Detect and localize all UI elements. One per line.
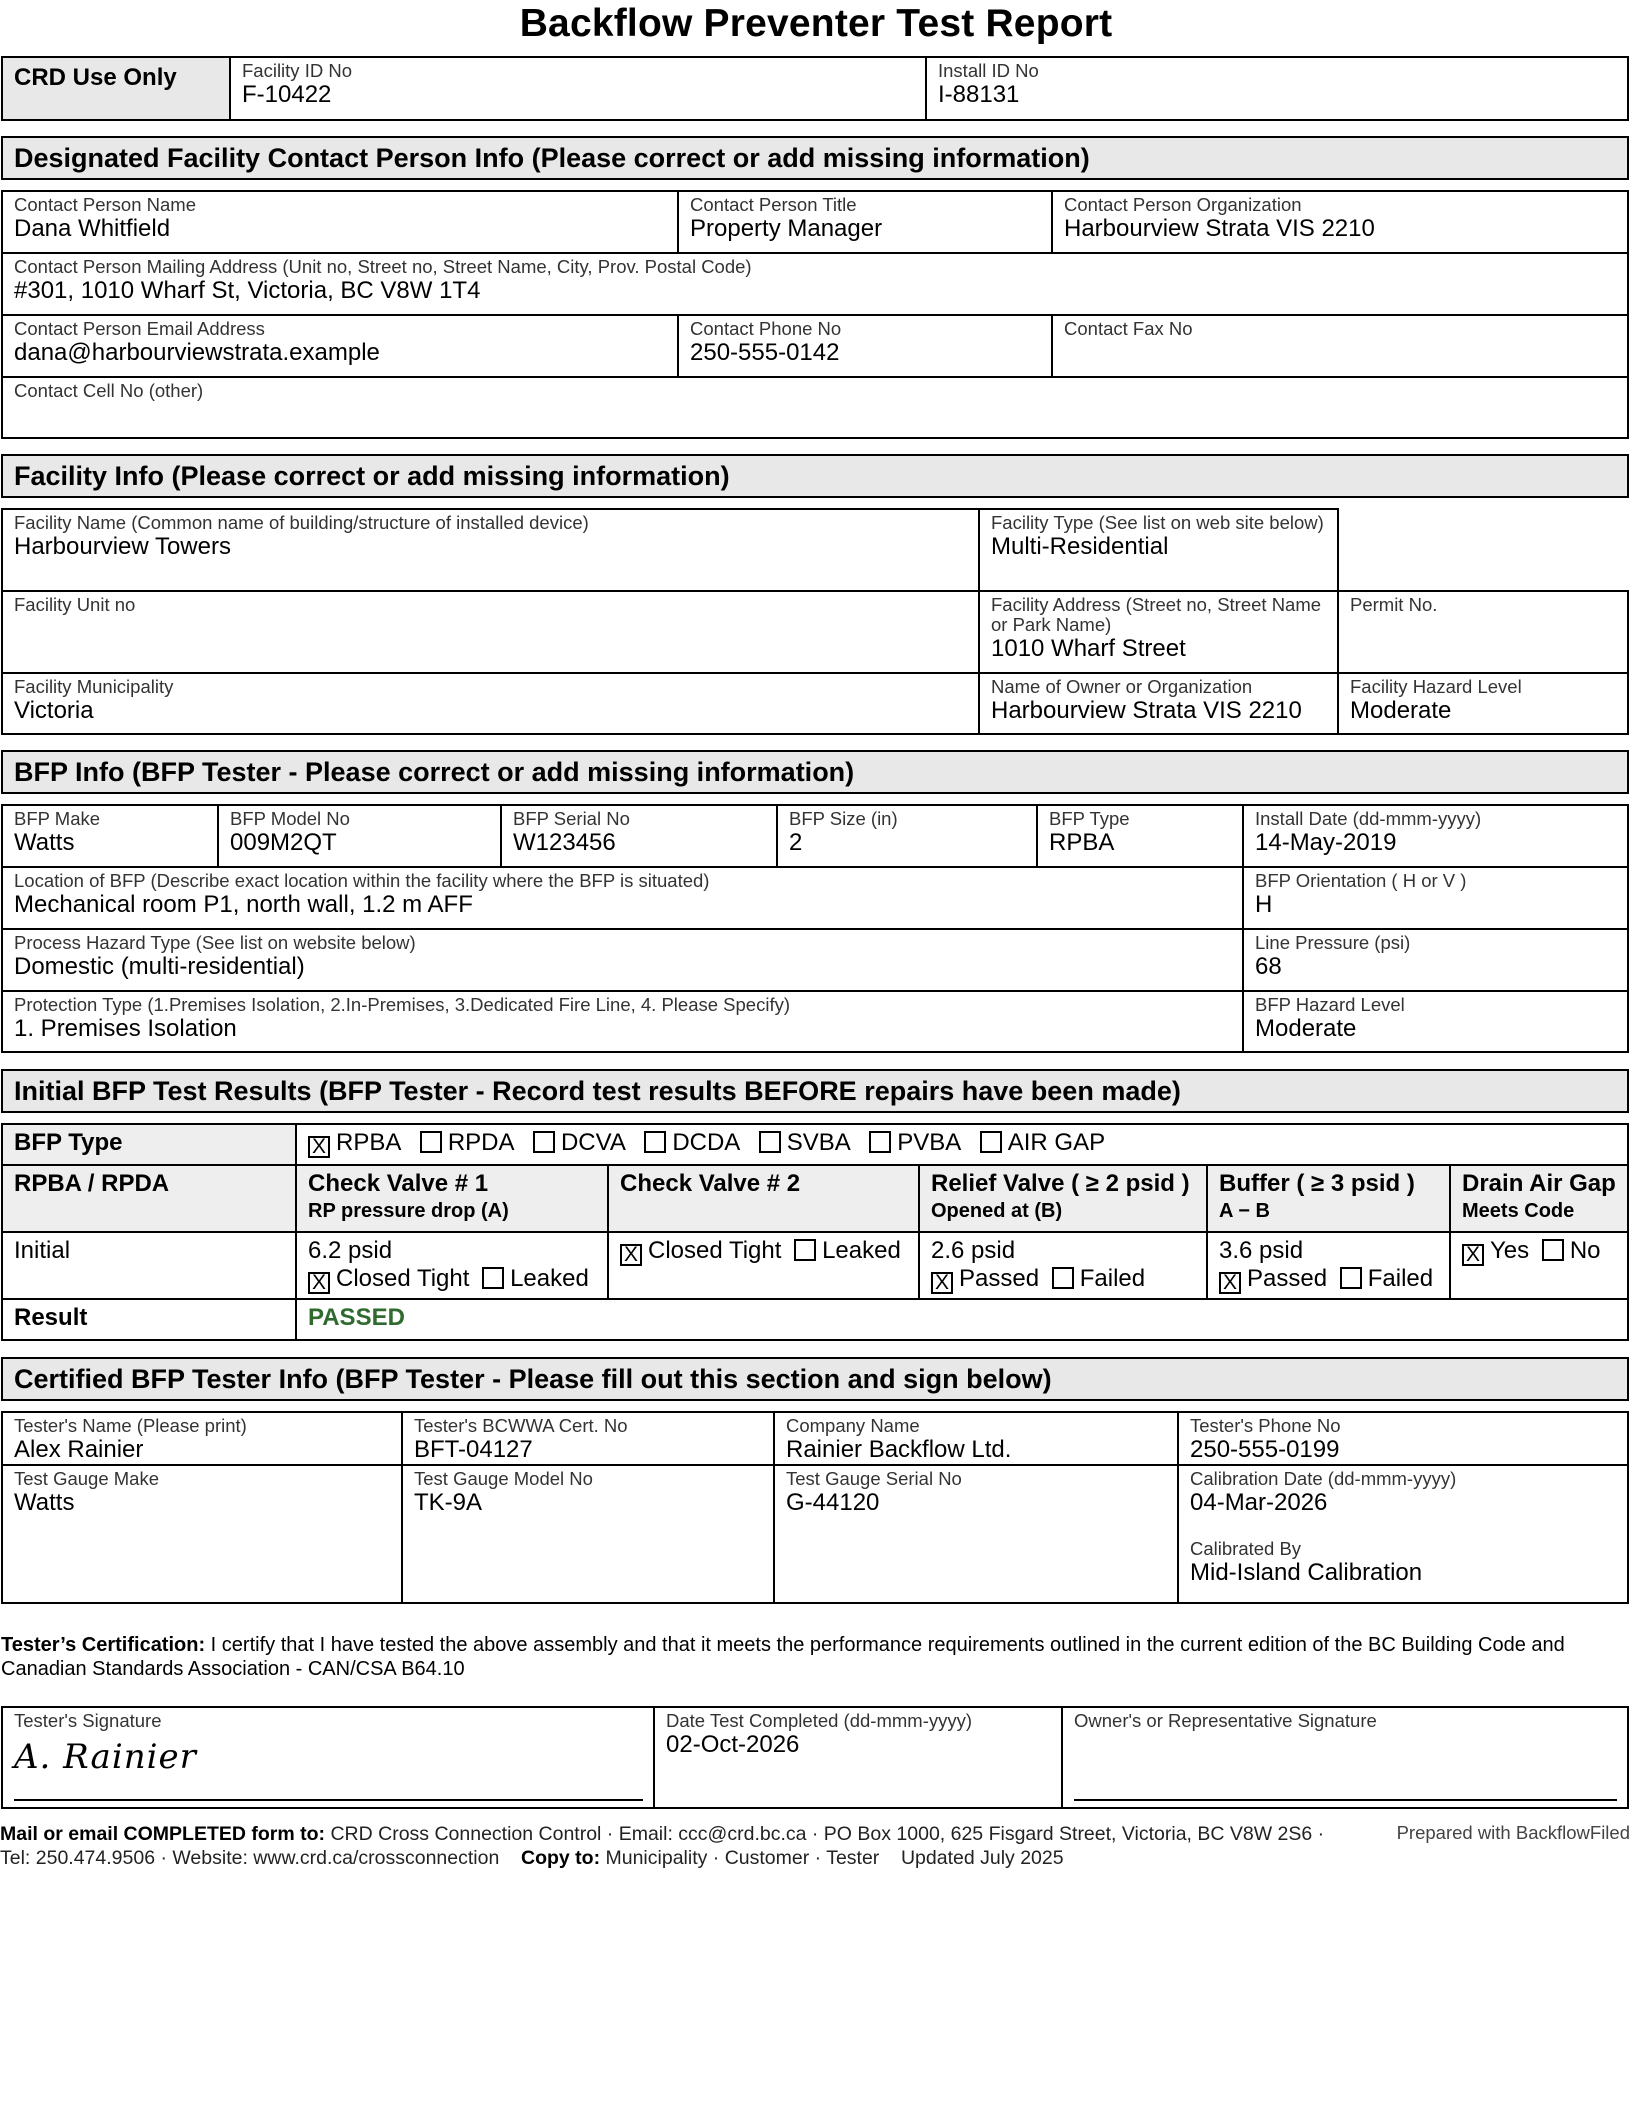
- type-option-air-gap[interactable]: [980, 1129, 1105, 1156]
- relief-header: Relief Valve ( ≥ 2 psid ): [931, 1170, 1190, 1197]
- facility-hazard-value: Moderate: [1350, 697, 1452, 724]
- contact-phone-field[interactable]: [678, 315, 1052, 377]
- tester-name-value: Alex Rainier: [14, 1436, 144, 1463]
- permit-label: Permit No.: [1350, 594, 1438, 615]
- tester-signature-field[interactable]: [2, 1707, 654, 1808]
- contact-title-value: Property Manager: [690, 215, 883, 242]
- cv1-closed-checkbox[interactable]: X: [308, 1272, 330, 1294]
- process-hazard-value: Domestic (multi-residential): [14, 953, 305, 980]
- drain-yes-label: Yes: [1490, 1237, 1530, 1264]
- cv1-result-cell: [296, 1232, 608, 1299]
- gauge-model-value: TK-9A: [414, 1489, 483, 1516]
- install-date-field[interactable]: [1243, 805, 1628, 867]
- rpba-checkbox[interactable]: X: [308, 1136, 330, 1158]
- cv1-value[interactable]: 6.2 psid: [308, 1237, 393, 1264]
- facility-unit-label: Facility Unit no: [14, 594, 136, 615]
- protection-type-field[interactable]: [2, 991, 1243, 1052]
- tester-section-header: Certified BFP Tester Info (BFP Tester - Please fill out this section and sign below): [1, 1357, 1629, 1401]
- result-status-badge: PASSED: [308, 1304, 405, 1331]
- contact-email-value: dana@harbourviewstrata.example: [14, 339, 380, 366]
- bfp-orientation-label: BFP Orientation ( H or V ): [1255, 870, 1467, 891]
- tester-phone-field[interactable]: [1178, 1412, 1628, 1465]
- footer: [0, 1822, 1632, 1870]
- line-pressure-value: 68: [1255, 953, 1282, 980]
- contact-phone-value: 250-555-0142: [690, 339, 840, 366]
- type-option-rpda[interactable]: [420, 1129, 515, 1156]
- contact-address-value: #301, 1010 Wharf St, Victoria, BC V8W 1T4: [14, 277, 481, 304]
- facility-address-value: 1010 Wharf Street: [991, 635, 1186, 662]
- result-cell: [296, 1299, 1628, 1340]
- install-date-value: 14-May-2019: [1255, 829, 1397, 856]
- rpda-label: RPDA: [447, 1129, 515, 1156]
- cv2-closed-checkbox[interactable]: X: [620, 1244, 642, 1266]
- contact-address-field[interactable]: [2, 253, 1628, 315]
- buffer-header: Buffer ( ≥ 3 psid ): [1219, 1170, 1415, 1197]
- contact-email-label: Contact Person Email Address: [14, 318, 265, 339]
- bfp-location-value: Mechanical room P1, north wall, 1.2 m AFF: [14, 891, 473, 918]
- footer-copy-text: Municipality · Customer · Tester: [600, 1847, 880, 1869]
- facility-type-value: Multi-Residential: [991, 533, 1169, 560]
- tester-section: [1, 1411, 1629, 1604]
- bfp-orientation-field[interactable]: [1243, 867, 1628, 929]
- crd-use-only-section: [1, 56, 1629, 121]
- line-pressure-label: Line Pressure (psi): [1255, 932, 1411, 953]
- drain-no-label: No: [1569, 1237, 1601, 1264]
- bfp-make-field[interactable]: [2, 805, 218, 867]
- facility-id-field[interactable]: [230, 57, 926, 120]
- facility-municipality-value: Victoria: [14, 697, 94, 724]
- certification-lead: Tester’s Certification:: [1, 1634, 206, 1656]
- footer-mail-lead: Mail or email COMPLETED form to:: [0, 1823, 326, 1845]
- owner-signature-line: [1074, 1799, 1617, 1801]
- tester-phone-label: Tester's Phone No: [1190, 1415, 1341, 1436]
- gauge-model-label: Test Gauge Model No: [414, 1468, 593, 1489]
- buffer-subheader: A − B: [1219, 1200, 1270, 1222]
- protection-type-label: Protection Type (1.Premises Isolation, 2.In-Premises, 3.Dedicated Fire Line, 4. Please Specify): [14, 994, 790, 1015]
- relief-passed-label: Passed: [959, 1265, 1040, 1292]
- cv1-header: Check Valve # 1: [308, 1170, 489, 1197]
- contact-cell-label: Contact Cell No (other): [14, 380, 204, 401]
- facility-municipality-label: Facility Municipality: [14, 676, 174, 697]
- relief-result-cell: [919, 1232, 1207, 1299]
- results-section-header: Initial BFP Test Results (BFP Tester - Record test results BEFORE repairs have been made): [1, 1069, 1629, 1113]
- col-header-check-valve-2: Check Valve # 2: [608, 1165, 919, 1232]
- cv1-leaked-checkbox[interactable]: [482, 1267, 504, 1289]
- tester-signature-value: A. Rainier: [14, 1737, 197, 1777]
- relief-value[interactable]: 2.6 psid: [931, 1237, 1016, 1264]
- process-hazard-label: Process Hazard Type (See list on website below): [14, 932, 416, 953]
- process-hazard-field[interactable]: [2, 929, 1243, 991]
- drain-no-checkbox[interactable]: [1542, 1239, 1564, 1261]
- drain-header: Drain Air Gap: [1462, 1170, 1616, 1197]
- footer-mail-text: CRD Cross Connection Control · Email: ccc@crd.bc.ca · PO Box 1000, 625 Fisgard Street, Victoria, BC V8W 2S6 ·: [325, 1823, 1325, 1845]
- contact-section: [1, 190, 1629, 439]
- bfp-hazard-label: BFP Hazard Level: [1255, 994, 1405, 1015]
- owner-field[interactable]: [979, 673, 1338, 734]
- contact-cell-field[interactable]: [2, 377, 1628, 438]
- air-gap-checkbox[interactable]: [980, 1131, 1002, 1153]
- drain-result-cell: [1450, 1232, 1628, 1299]
- owner-signature-label: Owner's or Representative Signature: [1074, 1710, 1377, 1731]
- contact-title-label: Contact Person Title: [690, 194, 857, 215]
- gauge-serial-label: Test Gauge Serial No: [786, 1468, 962, 1489]
- bfp-model-field[interactable]: [218, 805, 501, 867]
- contact-org-label: Contact Person Organization: [1064, 194, 1302, 215]
- facility-hazard-field[interactable]: [1338, 673, 1628, 734]
- bfp-size-value: 2: [789, 829, 803, 856]
- permit-field[interactable]: [1338, 591, 1628, 673]
- rpba-label: RPBA: [336, 1129, 402, 1156]
- col-header-rpba-rpda: RPBA / RPDA: [2, 1165, 296, 1232]
- owner-signature-field[interactable]: [1062, 1707, 1628, 1808]
- tester-cert-field[interactable]: [402, 1412, 774, 1465]
- contact-section-header: Designated Facility Contact Person Info (Please correct or add missing information): [1, 136, 1629, 180]
- air-gap-label: AIR GAP: [1007, 1129, 1106, 1156]
- date-completed-value: 02-Oct-2026: [666, 1731, 800, 1758]
- contact-address-label: Contact Person Mailing Address (Unit no, Street no, Street Name, City, Prov. Postal Code): [14, 256, 752, 277]
- bfp-type-field[interactable]: [1037, 805, 1243, 867]
- install-id-label: Install ID No: [938, 60, 1039, 81]
- facility-name-field[interactable]: [2, 509, 979, 591]
- company-field[interactable]: [774, 1412, 1178, 1465]
- footer-line-1: [0, 1822, 1632, 1846]
- tester-phone-value: 250-555-0199: [1190, 1436, 1340, 1463]
- results-section: [1, 1123, 1629, 1341]
- bfp-make-value: Watts: [14, 829, 75, 856]
- type-option-dcva[interactable]: [533, 1129, 626, 1156]
- svba-label: SVBA: [786, 1129, 851, 1156]
- facility-address-label: Facility Address (Street no, Street Name or Park Name): [991, 594, 1322, 635]
- bfp-model-label: BFP Model No: [230, 808, 350, 829]
- bfp-type-row-label: BFP Type: [2, 1124, 296, 1165]
- footer-contact-text: Tel: 250.474.9506 · Website: www.crd.ca/crossconnection: [0, 1847, 500, 1869]
- bfp-make-label: BFP Make: [14, 808, 101, 829]
- row-initial-label: Initial: [2, 1232, 296, 1299]
- row-result-label: Result: [2, 1299, 296, 1340]
- cv1-closed-label: Closed Tight: [336, 1265, 470, 1292]
- bfp-type-label: BFP Type: [1049, 808, 1130, 829]
- gauge-model-field[interactable]: [402, 1465, 774, 1603]
- cv2-closed-label: Closed Tight: [648, 1237, 782, 1264]
- install-date-label: Install Date (dd-mmm-yyyy): [1255, 808, 1482, 829]
- signature-section: [1, 1706, 1629, 1809]
- bfp-model-value: 009M2QT: [230, 829, 337, 856]
- buffer-value[interactable]: 3.6 psid: [1219, 1237, 1304, 1264]
- type-option-pvba[interactable]: [869, 1129, 961, 1156]
- buffer-failed-label: Failed: [1367, 1265, 1434, 1292]
- calibration-value: 04-Mar-2026: [1190, 1489, 1328, 1516]
- company-value: Rainier Backflow Ltd.: [786, 1436, 1012, 1463]
- calibrated-by-label: Calibrated By: [1190, 1538, 1302, 1559]
- certification-text: I certify that I have tested the above assembly and that it meets the performance requirements outlined in the current edition of the BC Building Code and Canadian Standards Association - CAN/CSA B64.10: [1, 1634, 1565, 1680]
- cv2-result-cell: [608, 1232, 919, 1299]
- owner-label: Name of Owner or Organization: [991, 676, 1253, 697]
- facility-type-label: Facility Type (See list on web site below): [991, 512, 1324, 533]
- cv1-leaked-label: Leaked: [510, 1265, 589, 1292]
- type-option-dcda[interactable]: [644, 1129, 740, 1156]
- svba-checkbox[interactable]: [759, 1131, 781, 1153]
- contact-name-label: Contact Person Name: [14, 194, 197, 215]
- contact-fax-label: Contact Fax No: [1064, 318, 1193, 339]
- type-option-rpba[interactable]: [308, 1129, 401, 1156]
- footer-line-2: [0, 1846, 1632, 1870]
- bfp-size-field[interactable]: [777, 805, 1037, 867]
- contact-fax-field[interactable]: [1052, 315, 1628, 377]
- facility-blank-cell: [1338, 509, 1628, 591]
- bfp-serial-value: W123456: [513, 829, 616, 856]
- facility-municipality-field[interactable]: [2, 673, 979, 734]
- line-pressure-field[interactable]: [1243, 929, 1628, 991]
- gauge-make-value: Watts: [14, 1489, 75, 1516]
- facility-id-value: F-10422: [242, 81, 332, 108]
- bfp-location-label: Location of BFP (Describe exact location within the facility where the BFP is situated): [14, 870, 710, 891]
- facility-section: [1, 508, 1629, 735]
- facility-name-value: Harbourview Towers: [14, 533, 231, 560]
- contact-org-field[interactable]: [1052, 191, 1628, 253]
- calibration-field[interactable]: [1178, 1465, 1628, 1603]
- contact-title-field[interactable]: [678, 191, 1052, 253]
- rpda-checkbox[interactable]: [420, 1131, 442, 1153]
- bfp-section-header: BFP Info (BFP Tester - Please correct or add missing information): [1, 750, 1629, 794]
- tester-cert-label: Tester's BCWWA Cert. No: [414, 1415, 628, 1436]
- company-label: Company Name: [786, 1415, 920, 1436]
- col-header-check-valve-1: [296, 1165, 608, 1232]
- col-header-buffer: [1207, 1165, 1450, 1232]
- relief-failed-label: Failed: [1079, 1265, 1146, 1292]
- bfp-section: [1, 804, 1629, 1053]
- bfp-hazard-field[interactable]: [1243, 991, 1628, 1052]
- contact-phone-label: Contact Phone No: [690, 318, 842, 339]
- facility-type-field[interactable]: [979, 509, 1338, 591]
- owner-value: Harbourview Strata VIS 2210: [991, 697, 1302, 724]
- tester-cert-value: BFT-04127: [414, 1436, 533, 1463]
- pvba-checkbox[interactable]: [869, 1131, 891, 1153]
- facility-unit-field[interactable]: [2, 591, 979, 673]
- calibration-label: Calibration Date (dd-mmm-yyyy): [1190, 1468, 1457, 1489]
- buffer-passed-checkbox[interactable]: X: [1219, 1272, 1241, 1294]
- relief-subheader: Opened at (B): [931, 1200, 1063, 1222]
- bfp-location-field[interactable]: [2, 867, 1243, 929]
- buffer-failed-checkbox[interactable]: [1340, 1267, 1362, 1289]
- bfp-size-label: BFP Size (in): [789, 808, 898, 829]
- gauge-make-label: Test Gauge Make: [14, 1468, 159, 1489]
- buffer-result-cell: [1207, 1232, 1450, 1299]
- cv2-leaked-checkbox[interactable]: [794, 1239, 816, 1261]
- relief-failed-checkbox[interactable]: [1052, 1267, 1074, 1289]
- cv2-leaked-label: Leaked: [822, 1237, 901, 1264]
- drain-yes-checkbox[interactable]: X: [1462, 1244, 1484, 1266]
- bfp-serial-label: BFP Serial No: [513, 808, 630, 829]
- tester-name-field[interactable]: [2, 1412, 402, 1465]
- bfp-hazard-value: Moderate: [1255, 1015, 1357, 1042]
- facility-address-field[interactable]: [979, 591, 1338, 673]
- col-header-relief-valve: [919, 1165, 1207, 1232]
- facility-section-header: Facility Info (Please correct or add missing information): [1, 454, 1629, 498]
- page-title: Backflow Preventer Test Report: [519, 2, 1113, 45]
- type-option-svba[interactable]: [759, 1129, 851, 1156]
- tester-signature-label: Tester's Signature: [14, 1710, 162, 1731]
- facility-name-label: Facility Name (Common name of building/structure of installed device): [14, 512, 589, 533]
- bfp-type-options: [296, 1124, 1628, 1165]
- buffer-passed-label: Passed: [1247, 1265, 1328, 1292]
- protection-type-value: 1. Premises Isolation: [14, 1015, 237, 1042]
- bfp-type-value: RPBA: [1049, 829, 1115, 856]
- tester-signature-line: [14, 1799, 643, 1801]
- facility-hazard-label: Facility Hazard Level: [1350, 676, 1522, 697]
- install-id-field[interactable]: [926, 57, 1628, 120]
- footer-copy-lead: Copy to:: [521, 1847, 601, 1869]
- contact-email-field[interactable]: [2, 315, 678, 377]
- bfp-serial-field[interactable]: [501, 805, 777, 867]
- col-header-drain-air-gap: [1450, 1165, 1628, 1232]
- dcva-label: DCVA: [560, 1129, 626, 1156]
- date-completed-label: Date Test Completed (dd-mmm-yyyy): [666, 1710, 973, 1731]
- calibrated-by-value[interactable]: Mid-Island Calibration: [1190, 1559, 1423, 1586]
- drain-subheader: Meets Code: [1462, 1200, 1575, 1222]
- install-id-value: I-88131: [938, 81, 1020, 108]
- contact-org-value: Harbourview Strata VIS 2210: [1064, 215, 1375, 242]
- facility-id-label: Facility ID No: [242, 60, 352, 81]
- prepared-with-note: Prepared with BackflowFiled: [1396, 1822, 1630, 1843]
- tester-name-label: Tester's Name (Please print): [14, 1415, 247, 1436]
- dcda-checkbox[interactable]: [644, 1131, 666, 1153]
- dcda-label: DCDA: [672, 1129, 741, 1156]
- contact-name-value: Dana Whitfield: [14, 215, 171, 242]
- date-completed-field[interactable]: [654, 1707, 1062, 1808]
- crd-use-only-label: CRD Use Only: [2, 57, 230, 120]
- dcva-checkbox[interactable]: [533, 1131, 555, 1153]
- contact-name-field[interactable]: [2, 191, 678, 253]
- gauge-serial-field[interactable]: [774, 1465, 1178, 1603]
- gauge-serial-value: G-44120: [786, 1489, 880, 1516]
- footer-updated: Updated July 2025: [900, 1847, 1064, 1869]
- bfp-orientation-value: H: [1255, 891, 1273, 918]
- relief-passed-checkbox[interactable]: X: [931, 1272, 953, 1294]
- gauge-make-field[interactable]: [2, 1465, 402, 1603]
- pvba-label: PVBA: [897, 1129, 962, 1156]
- tester-certification: [1, 1633, 1631, 1681]
- cv1-subheader: RP pressure drop (A): [308, 1200, 509, 1222]
